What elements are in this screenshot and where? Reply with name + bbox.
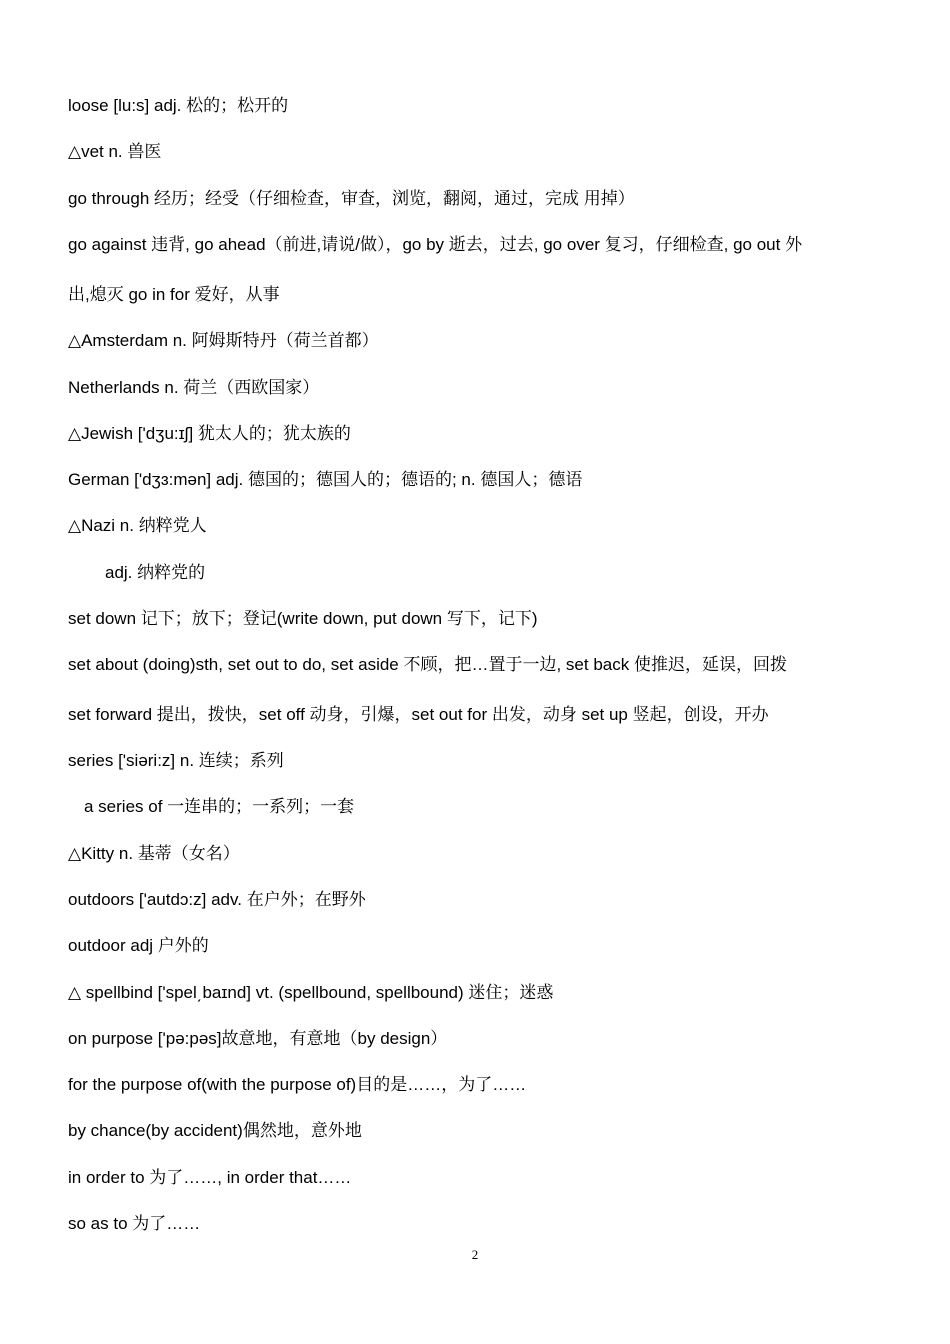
entry-jewish: △Jewish ['dʒu:ɪʃ] 犹太人的；犹太族的 xyxy=(68,424,351,443)
entry-on-purpose: on purpose ['pə:pəs]故意地，有意地（by design） xyxy=(68,1029,448,1048)
entry-go-phrases: go against 违背, go ahead（前进,请说/做），go by 逝去，过去, go over 复习，仔细检查, go out 外 xyxy=(68,235,803,254)
entry-in-order-to: in order to 为了……, in order that…… xyxy=(68,1168,352,1187)
entry-go-phrases-cont: 出,熄灭 go in for 爱好，从事 xyxy=(68,285,280,304)
entry-netherlands: Netherlands n. 荷兰（西欧国家） xyxy=(68,378,320,397)
entry-kitty: △Kitty n. 基蒂（女名） xyxy=(68,844,240,863)
entry-outdoors: outdoors ['autdɔ:z] adv. 在户外；在野外 xyxy=(68,890,366,909)
entry-amsterdam: △Amsterdam n. 阿姆斯特丹（荷兰首都） xyxy=(68,331,379,350)
entry-so-as-to: so as to 为了…… xyxy=(68,1214,201,1233)
entry-for-the-purpose-of: for the purpose of(with the purpose of)目的是……，为了…… xyxy=(68,1075,527,1094)
entry-nazi: △Nazi n. 纳粹党人 xyxy=(68,516,207,535)
entry-by-chance: by chance(by accident)偶然地，意外地 xyxy=(68,1121,362,1140)
entry-set-phrases-cont: set forward 提出，拨快，set off 动身，引爆，set out for 出发，动身 set up 竖起，创设，开办 xyxy=(68,705,769,724)
entry-go-through: go through 经历；经受（仔细检查，审查，浏览，翻阅，通过，完成 用掉） xyxy=(68,189,635,208)
entry-spellbind: △ spellbind ['spel͵baɪnd] vt. (spellbound, spellbound) 迷住；迷惑 xyxy=(68,983,554,1002)
entry-vet: △vet n. 兽医 xyxy=(68,142,162,161)
entry-set-phrases: set about (doing)sth, set out to do, set aside 不顾，把…置于一边, set back 使推迟，延误，回拨 xyxy=(68,655,787,674)
entry-series: series ['siəri:z] n. 连续；系列 xyxy=(68,751,284,770)
entry-outdoor: outdoor adj 户外的 xyxy=(68,936,209,955)
entry-german: German ['dʒɜ:mən] adj. 德国的；德国人的；德语的; n. 德国人；德语 xyxy=(68,470,583,489)
entry-nazi-adj: adj. 纳粹党的 xyxy=(105,563,206,582)
entry-a-series-of: a series of 一连串的；一系列；一套 xyxy=(84,797,355,816)
page-number: 2 xyxy=(471,1247,479,1262)
entry-loose: loose [lu:s] adj. 松的；松开的 xyxy=(68,96,289,115)
entry-set-down: set down 记下；放下；登记(write down, put down 写下，记下) xyxy=(68,609,538,628)
